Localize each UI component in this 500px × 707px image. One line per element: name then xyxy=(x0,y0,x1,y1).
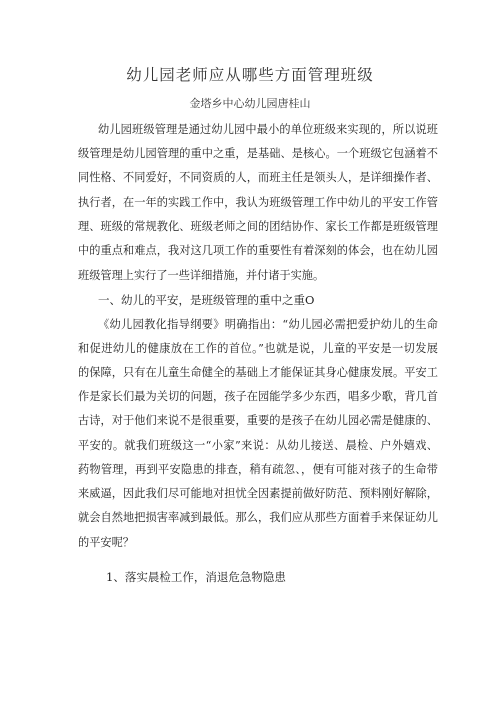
paragraph-line: 的保障，只有在儿童生命健全的基础上才能保证其身心健康发展。平安工 xyxy=(78,366,438,379)
document-title: 幼儿园老师应从哪些方面管理班级 xyxy=(126,66,374,84)
paragraph-line: 药物管理，再到平安隐患的排查，稍有疏忽、，便有可能对孩子的生命带 xyxy=(78,463,438,476)
paragraph-line: 就会自然地把损害率减到最低。那么，我们应从那些方面着手来保证幼儿 xyxy=(78,511,438,524)
paragraph-line: 作是家长们最为关切的问题，孩子在园能学多少东西，唱多少歌，背几首 xyxy=(78,390,438,403)
paragraph-line: 同性格、不同爱好，不同资质的人，而班主任是领头人，是详细操作者、 xyxy=(78,171,438,184)
paragraph-line: 的平安呢？ xyxy=(78,536,134,549)
paragraph-line: 幼儿园班级管理是通过幼儿园中最小的单位班级来实现的，所以说班 xyxy=(98,123,438,136)
paragraph-line: 古诗，对于他们来说不是很重要，重要的是孩子在幼儿园必需是健康的、 xyxy=(78,414,438,427)
paragraph-line: 来威逼，因此我们尽可能地对担忧全因素提前做好防范、预料刚好解除， xyxy=(78,487,438,500)
paragraph-line: 班级管理上实行了一些详细措施，并付诸于实施。 xyxy=(78,269,325,282)
paragraph-line: 和促进幼儿的健康放在工作的首位。”也就是说，儿童的平安是一切发展 xyxy=(78,342,438,355)
paragraph-line: 平安的。就我们班级这一“小家”来说：从幼儿接送、晨检、户外嬉戏、 xyxy=(78,439,438,452)
paragraph-line: 执行者，在一年的实践工作中，我认为班级管理工作中幼儿的平安工作管 xyxy=(78,196,438,209)
section-heading: 一、幼儿的平安，是班级管理的重中之重O xyxy=(98,293,315,307)
paragraph-line: 《幼儿园教化指导纲要》明确指出：“幼儿园必需把爱护幼儿的生命 xyxy=(98,318,438,331)
document-author: 金塔乡中心幼儿园唐桂山 xyxy=(189,97,311,110)
paragraph-line: 级管理是幼儿园管理的重中之重，是基础、是核心。一个班级它包涵着不 xyxy=(78,147,438,160)
subsection-heading: 1、落实晨检工作，消退危急物隐患 xyxy=(106,570,286,584)
paragraph-line: 理、班级的常规教化、班级老师之间的团结协作、家长工作都是班级管理 xyxy=(78,220,438,233)
paragraph-line: 中的重点和难点，我对这几项工作的重要性有着深刻的体会，也在幼儿园 xyxy=(78,244,438,257)
